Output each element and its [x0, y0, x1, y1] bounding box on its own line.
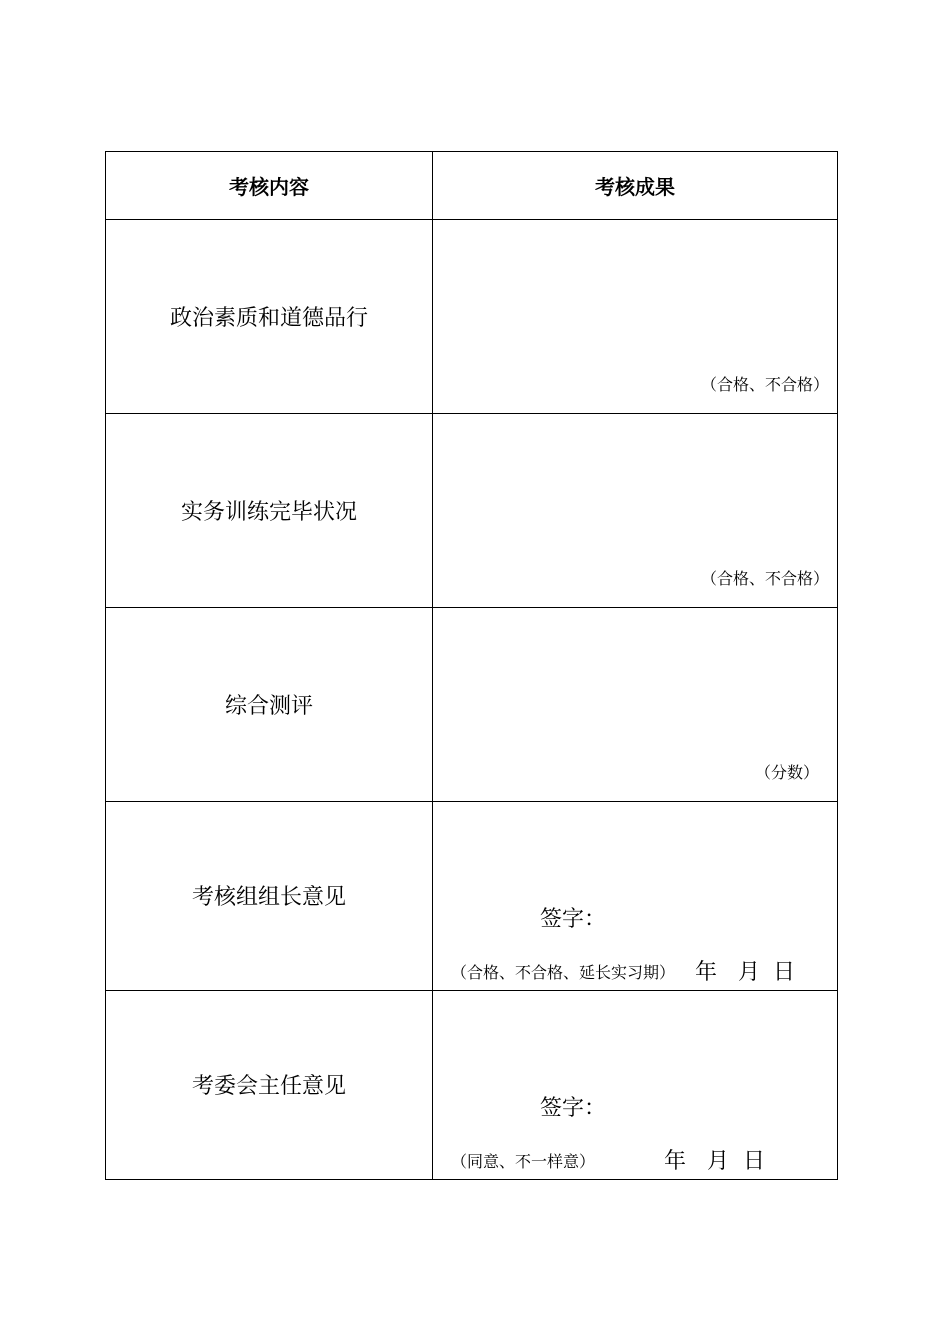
row-label-director: 考委会主任意见: [106, 991, 433, 1180]
assessment-form: [105, 151, 837, 1183]
table-header-row: [106, 152, 838, 220]
table-row: [106, 220, 838, 414]
opinion-hint: （合格、不合格、延长实习期）: [451, 963, 676, 982]
result-hint: （合格、不合格）: [700, 375, 829, 394]
row-label-leader: 考核组组长意见: [106, 802, 433, 991]
date-month: 月: [707, 1149, 730, 1174]
table-row: [106, 608, 838, 802]
result-cell-evaluation[interactable]: [433, 608, 838, 802]
header-content: 考核内容: [106, 152, 433, 220]
table-row: [106, 991, 838, 1180]
table-row: [106, 414, 838, 608]
assessment-table: [105, 151, 838, 1180]
date-month: 月: [738, 960, 761, 985]
row-label-politics: 政治素质和道德品行: [106, 220, 433, 414]
date-day: 日: [743, 1149, 766, 1174]
signature-label: 签字：: [540, 1096, 607, 1121]
result-cell-director[interactable]: [433, 991, 838, 1180]
result-hint: （分数）: [754, 763, 819, 782]
result-cell-training[interactable]: [433, 414, 838, 608]
table-row: [106, 802, 838, 991]
result-hint: （合格、不合格）: [700, 569, 829, 588]
date-year: 年: [664, 1149, 687, 1174]
date-day: 日: [773, 960, 796, 985]
row-label-training: 实务训练完毕状况: [106, 414, 433, 608]
row-label-evaluation: 综合测评: [106, 608, 433, 802]
result-cell-leader[interactable]: [433, 802, 838, 991]
result-cell-politics[interactable]: [433, 220, 838, 414]
date-year: 年: [695, 960, 718, 985]
header-result: 考核成果: [433, 152, 838, 220]
opinion-hint: （同意、不一样意）: [451, 1152, 596, 1171]
signature-label: 签字：: [540, 907, 607, 932]
